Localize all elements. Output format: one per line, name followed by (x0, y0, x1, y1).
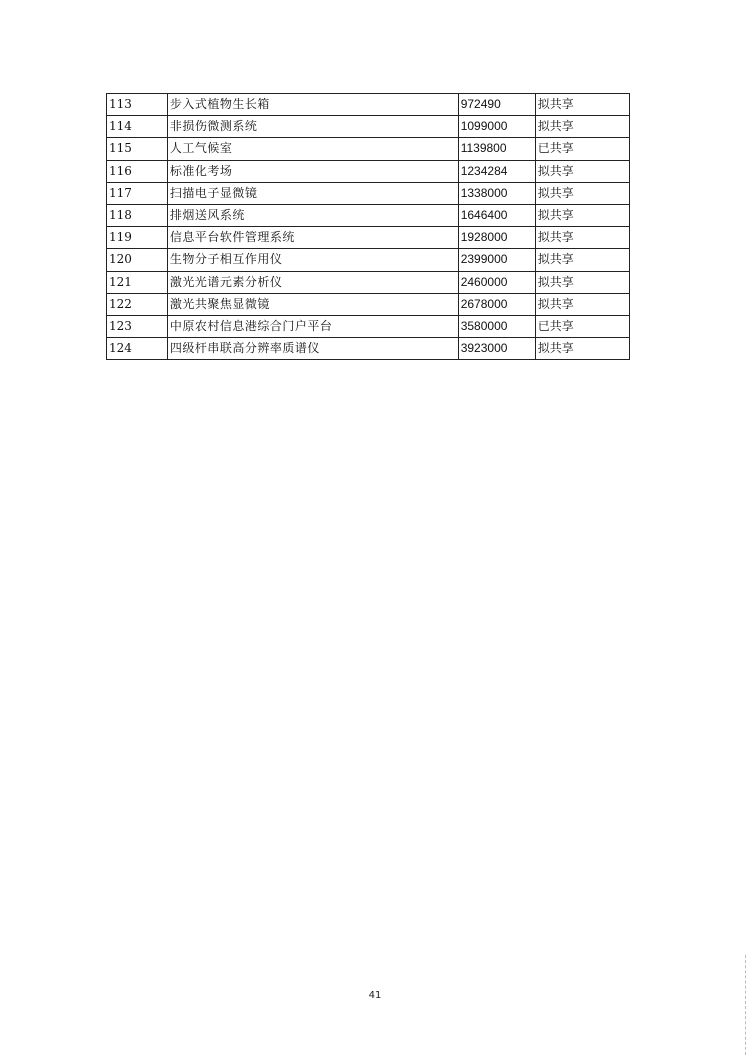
equipment-name: 人工气候室 (167, 138, 458, 160)
sharing-status: 拟共享 (535, 338, 629, 360)
equipment-name: 生物分子相互作用仪 (167, 249, 458, 271)
row-number: 113 (107, 94, 168, 116)
row-number: 117 (107, 182, 168, 204)
table-row (107, 315, 630, 337)
equipment-name: 标准化考场 (167, 160, 458, 182)
table-row (107, 182, 630, 204)
scan-edge-mark (744, 955, 746, 1055)
sharing-status: 拟共享 (535, 293, 629, 315)
table-row (107, 160, 630, 182)
equipment-value: 1099000 (458, 116, 535, 138)
equipment-value: 2678000 (458, 293, 535, 315)
sharing-status: 拟共享 (535, 116, 629, 138)
table-row (107, 338, 630, 360)
row-number: 123 (107, 315, 168, 337)
sharing-status: 拟共享 (535, 94, 629, 116)
sharing-status: 拟共享 (535, 160, 629, 182)
table-row (107, 204, 630, 226)
equipment-value: 1234284 (458, 160, 535, 182)
equipment-name: 激光共聚焦显微镜 (167, 293, 458, 315)
sharing-status: 拟共享 (535, 271, 629, 293)
equipment-value: 3923000 (458, 338, 535, 360)
row-number: 115 (107, 138, 168, 160)
equipment-name: 非损伤微测系统 (167, 116, 458, 138)
sharing-status: 拟共享 (535, 182, 629, 204)
equipment-name: 激光光谱元素分析仪 (167, 271, 458, 293)
equipment-value: 2460000 (458, 271, 535, 293)
sharing-status: 拟共享 (535, 227, 629, 249)
row-number: 124 (107, 338, 168, 360)
equipment-name: 排烟送风系统 (167, 204, 458, 226)
row-number: 121 (107, 271, 168, 293)
sharing-status: 已共享 (535, 315, 629, 337)
row-number: 119 (107, 227, 168, 249)
table-row (107, 227, 630, 249)
equipment-name: 信息平台软件管理系统 (167, 227, 458, 249)
table-row (107, 116, 630, 138)
equipment-name: 四级杆串联高分辨率质谱仪 (167, 338, 458, 360)
sharing-status: 拟共享 (535, 249, 629, 271)
row-number: 120 (107, 249, 168, 271)
row-number: 116 (107, 160, 168, 182)
equipment-value: 1338000 (458, 182, 535, 204)
table-row (107, 293, 630, 315)
equipment-value: 1928000 (458, 227, 535, 249)
table-row (107, 94, 630, 116)
equipment-value: 3580000 (458, 315, 535, 337)
page-number: 41 (368, 990, 382, 1001)
equipment-value: 972490 (458, 94, 535, 116)
row-number: 114 (107, 116, 168, 138)
row-number: 122 (107, 293, 168, 315)
equipment-value: 1646400 (458, 204, 535, 226)
equipment-name: 扫描电子显微镜 (167, 182, 458, 204)
equipment-name: 中原农村信息港综合门户平台 (167, 315, 458, 337)
sharing-status: 拟共享 (535, 204, 629, 226)
table-row (107, 138, 630, 160)
table-row (107, 249, 630, 271)
sharing-status: 已共享 (535, 138, 629, 160)
equipment-value: 2399000 (458, 249, 535, 271)
table-row (107, 271, 630, 293)
equipment-name: 步入式植物生长箱 (167, 94, 458, 116)
equipment-sharing-table (106, 93, 630, 360)
equipment-value: 1139800 (458, 138, 535, 160)
row-number: 118 (107, 204, 168, 226)
